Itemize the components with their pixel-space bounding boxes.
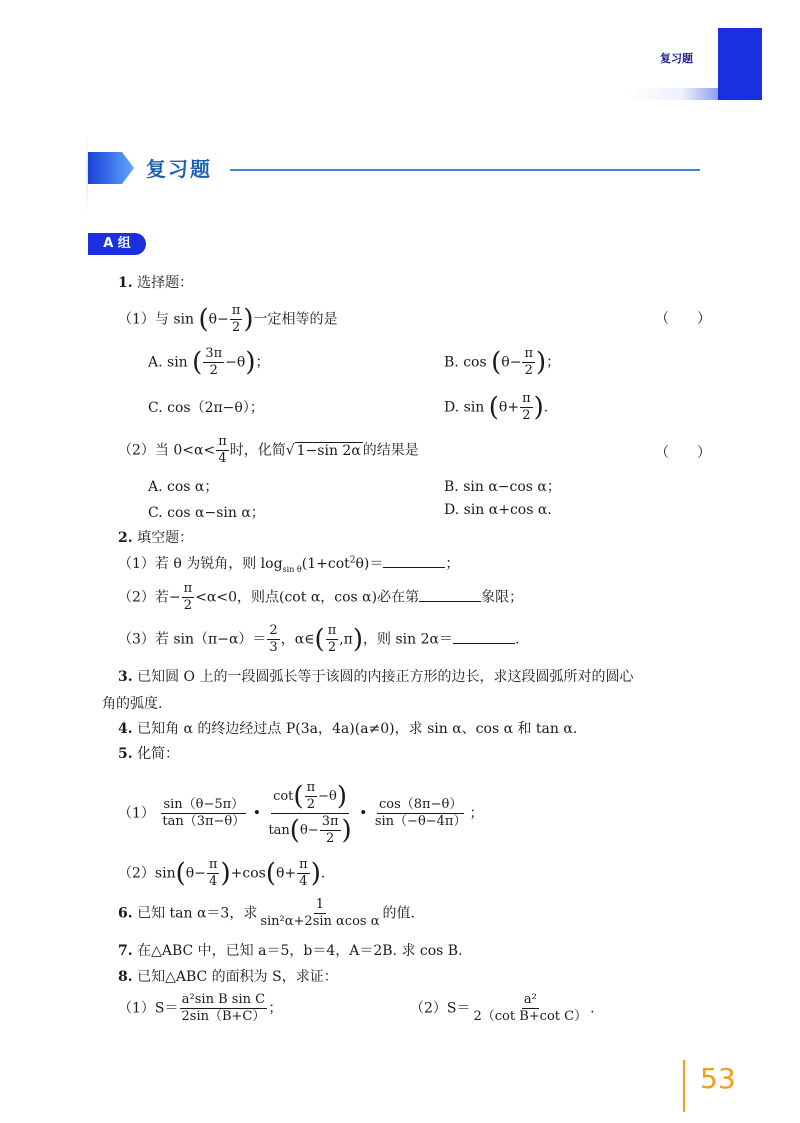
q1-p1-option-c: C. cos（2π−θ）； — [148, 400, 264, 416]
q5-p1: （1） $\frac{\sin(\theta-5\pi)}{\tan(3\pi-\theta)}$ • cot( $\frac{\pi}{2}$ −θ) tan(θ− $\frac{3\pi}{2}$ ) • $\frac{\cos(8\pi-\theta)}{\sin(-\theta-4\pi)}$ ； — [118, 780, 484, 846]
q8-p1: （1）S＝ $\frac{\text{a²sin B sin C}}{2\sin(B+C)}$ ； — [118, 992, 283, 1024]
q1-p2-option-b: B. sin α−cos α； — [444, 479, 561, 495]
q2-p1: （1）若 θ 为锐角，则 $\log_{sin \theta}(1+\cot^2\theta)=$ ； — [118, 555, 460, 574]
q4-text: 4. 已知角 α 的终边经过点 P(3a，4a)(a≠0)，求 sin α、cos α 和 tan α. — [118, 721, 578, 737]
section-title-rule — [230, 169, 700, 171]
q2-heading: 2. 填空题： — [118, 530, 194, 546]
q1-p2-option-c: C. cos α−sin α； — [148, 505, 265, 521]
q1-p2-answer-bracket: （ ） — [655, 445, 711, 461]
header-label: 复习题 — [660, 52, 693, 65]
group-a-tag: A 组 — [88, 233, 146, 255]
q3-text: 3. 已知圆 O 上的一段圆弧长等于该圆的内接正方形的边长，求这段圆弧所对的圆心 — [118, 669, 634, 685]
q1-p1: （1）与 sin (θ− $\frac{\pi}{2}$ )一定相等的是 — [118, 303, 338, 335]
section-title: 复习题 — [146, 157, 212, 181]
q5-heading: 5. 化简： — [118, 746, 180, 762]
q1-heading: 1. 选择题： — [118, 275, 194, 291]
q1-p1-option-d: D. sin (θ+ $\frac{\pi}{2}$ ). — [444, 391, 549, 423]
q6-text: 6. 已知 tan α＝3，求 $\frac{1}{\text{sin²α+2sin αcos α}}$ 的值. — [118, 897, 415, 929]
q3-text-cont: 角的弧度. — [102, 696, 163, 712]
q8-text: 8. 已知△ABC 的面积为 S，求证： — [118, 969, 338, 985]
q1-p2-option-d: D. sin α+cos α. — [444, 502, 552, 518]
q1-p2-option-a: A. cos α； — [148, 479, 219, 495]
q1-p1-answer-bracket: （ ） — [655, 311, 711, 327]
page-number: 53 — [700, 1062, 736, 1095]
q7-text: 7. 在△ABC 中，已知 a＝5，b＝4，A＝2B. 求 cos B. — [118, 943, 463, 959]
q2-p3: （3）若 sin（π−α）＝ $\frac{2}{3}$ ，α∈( $\frac{\pi}{2}$ ,π)，则 sin 2α＝ . — [118, 623, 520, 655]
page-number-rule — [683, 1060, 685, 1112]
header-tab-accent — [718, 28, 762, 100]
q1-p1-option-b: B. cos (θ− $\frac{\pi}{2}$ )； — [444, 346, 561, 378]
section-arrow-icon — [88, 150, 136, 186]
q8-p2: （2）S＝ $\frac{\text{a²}}{\text{2（cot B+cot C）}}$ . — [410, 992, 595, 1024]
q1-p2: （2）当 0<α< $\frac{\pi}{4}$ 时，化简√ 1−sin 2α 的结果是 — [118, 434, 419, 466]
q5-p2: （2）sin(θ− $\frac{\pi}{4}$ )+cos(θ+ $\frac{\pi}{4}$ ). — [118, 857, 326, 889]
q2-p2: （2）若− $\frac{\pi}{2}$ <α<0，则点(cot α，cos α)必在第 象限； — [118, 581, 524, 613]
q1-p1-option-a: A. sin ( $\frac{3\pi}{2}$ −θ)； — [148, 346, 270, 378]
